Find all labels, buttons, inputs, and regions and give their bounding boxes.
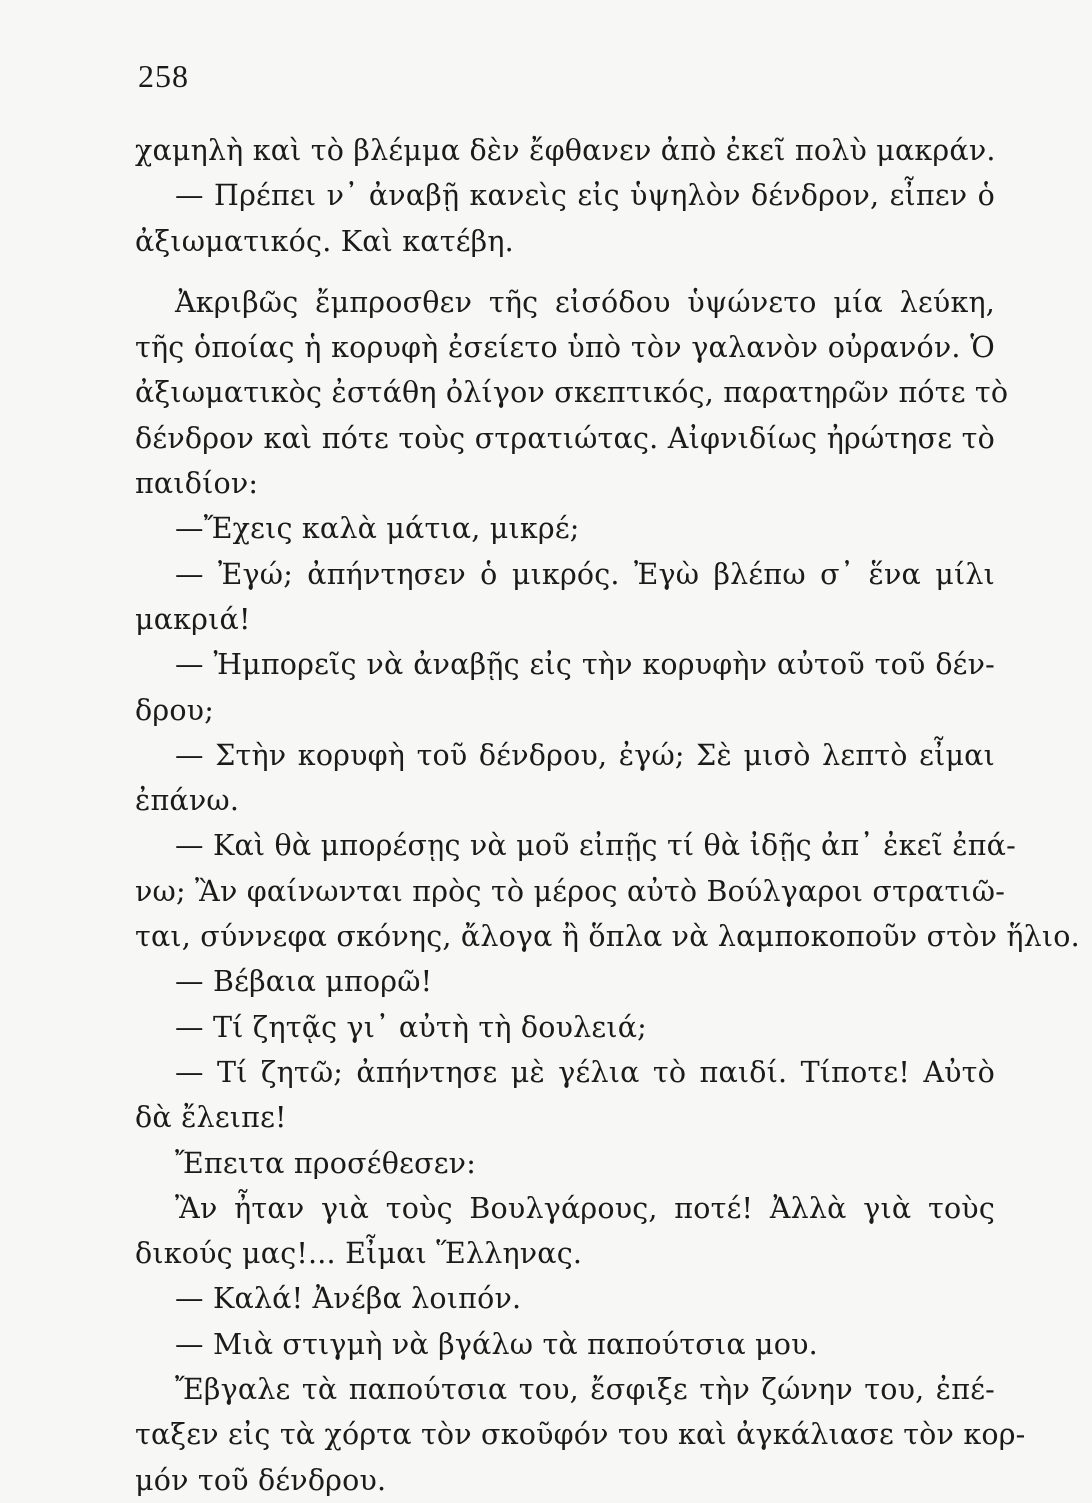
text-line: χαμηλὴ καὶ τὸ βλέμμα δὲν ἔφθανεν ἀπὸ ἐκεῖ πολὺ μακράν. xyxy=(135,134,996,167)
text-line: μόν τοῦ δένδρου. xyxy=(135,1463,387,1497)
text-line: τῆς ὁποίας ἡ κορυφὴ ἐσείετο ὑπὸ τὸν γαλανὸν οὐρανόν. Ὁ xyxy=(135,331,995,365)
paragraph-gap xyxy=(135,264,995,280)
text-line: ἐπάνω. xyxy=(135,784,240,818)
text-line: — Βέβαια μπορῶ! xyxy=(175,965,433,999)
text-line: — Τί ζητῶ; ἀπήντησε μὲ γέλια τὸ παιδί. Τίποτε! Αὐτὸ xyxy=(175,1055,995,1089)
text-line: Ἔβγαλε τὰ παπούτσια του, ἔσφιξε τὴν ζώνην του, ἐπέ- xyxy=(175,1373,995,1407)
text-line: δρου; xyxy=(135,693,214,727)
text-line: ταξεν εἰς τὰ χόρτα τὸν σκοῦφόν του καὶ ἀγκάλιασε τὸν κορ- xyxy=(135,1418,1026,1452)
text-line: νω; Ἂν φαίνωνται πρὸς τὸ μέρος αὐτὸ Βούλγαροι στρατιῶ- xyxy=(135,874,1006,908)
text-line: Ἂν ἦταν γιὰ τοὺς Βουλγάρους, ποτέ! Ἀλλὰ γιὰ τοὺς xyxy=(175,1191,995,1225)
text-line: — Καὶ θὰ μπορέσῃς νὰ μοῦ εἰπῇς τί θὰ ἰδῇς ἀπ᾽ ἐκεῖ ἐπά- xyxy=(175,829,1016,863)
text-line: ἀξιωματικός. Καὶ κατέβη. xyxy=(135,224,514,258)
text-line: μακριά! xyxy=(135,602,251,636)
text-line: — Ἠμπορεῖς νὰ ἀναβῇς εἰς τὴν κορυφὴν αὐτοῦ τοῦ δέν- xyxy=(175,648,995,682)
text-line: ται, σύννεφα σκόνης, ἄλογα ἢ ὅπλα νὰ λαμποκοποῦν στὸν ἥλιο. xyxy=(135,920,1080,954)
page-number: 258 xyxy=(138,58,189,94)
text-line: δικούς μας!... Εἶμαι Ἕλληνας. xyxy=(135,1237,583,1271)
text-line: — Τί ζητᾷς γι᾽ αὐτὴ τὴ δουλειά; xyxy=(175,1010,647,1044)
text-line: — Στὴν κορυφὴ τοῦ δένδρου, ἐγώ; Σὲ μισὸ λεπτὸ εἶμαι xyxy=(175,738,995,772)
body-text xyxy=(135,128,1080,1503)
text-line: δένδρον καὶ πότε τοὺς στρατιώτας. Αἰφνιδίως ἠρώτησε τὸ xyxy=(135,421,995,455)
text-line: δὰ ἔλειπε! xyxy=(135,1101,287,1135)
text-line: — Καλά! Ἀνέβα λοιπόν. xyxy=(175,1282,522,1316)
text-line: ἀξιωματικὸς ἐστάθη ὀλίγον σκεπτικός, παρατηρῶν πότε τὸ xyxy=(135,376,1009,410)
text-line: Ἀκριβῶς ἔμπροσθεν τῆς εἰσόδου ὑψώνετο μία λεύκη, xyxy=(175,285,995,319)
text-line: — Ἐγώ; ἀπήντησεν ὁ μικρός. Ἐγὼ βλέπω σ᾽ ἕνα μίλι xyxy=(175,557,995,591)
text-line: —Ἔχεις καλὰ μάτια, μικρέ; xyxy=(175,512,580,546)
text-line: Ἔπειτα προσέθεσεν: xyxy=(175,1146,477,1180)
text-line: — Πρέπει ν᾽ ἀναβῇ κανεὶς εἰς ὑψηλὸν δένδρον, εἶπεν ὁ xyxy=(175,179,995,213)
text-line: παιδίον: xyxy=(135,467,259,501)
text-line: — Μιὰ στιγμὴ νὰ βγάλω τὰ παπούτσια μου. xyxy=(175,1327,818,1361)
